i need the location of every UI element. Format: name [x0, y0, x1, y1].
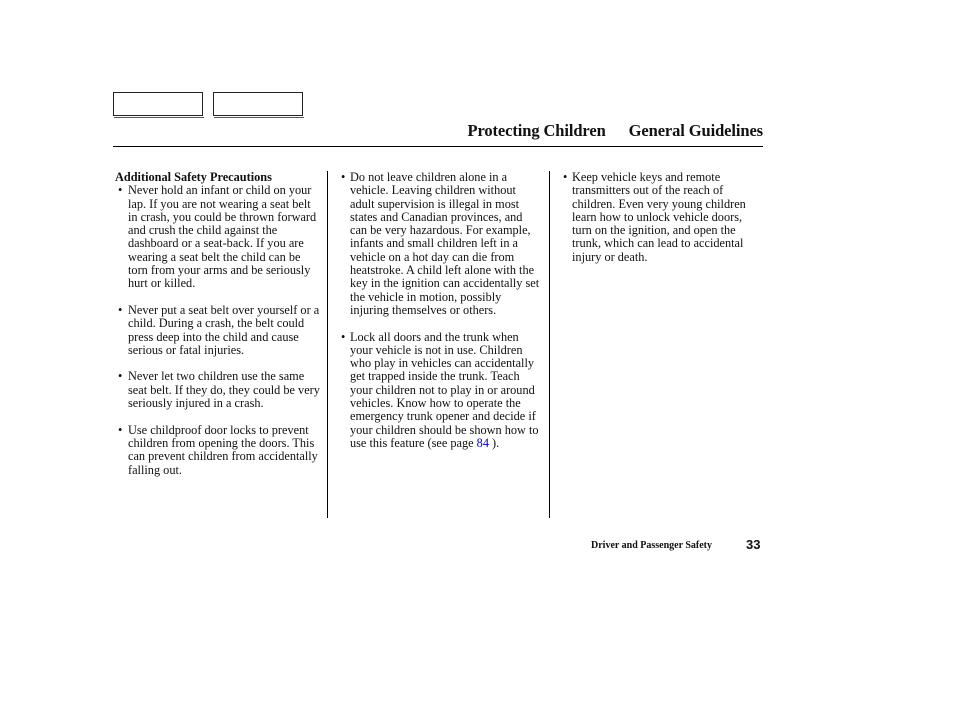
topic-title: General Guidelines: [628, 121, 763, 140]
bullet-list: [341, 171, 541, 450]
list-item: • Never put a seat belt over yourself or a child. During a crash, the belt could press deep into the child and cause serious or fatal injuries.: [115, 304, 321, 357]
column-divider: [549, 171, 550, 518]
bullet-list: [563, 171, 763, 264]
header-divider: [113, 146, 763, 147]
column-divider: [327, 171, 328, 518]
list-item: • Keep vehicle keys and remote transmitters out of the reach of children. Even very young children learn how to unlock vehicle doors, turn on the ignition, and open the trunk, which can lead to accidental injury or death.: [563, 171, 763, 264]
page-header: [467, 121, 763, 141]
page-number: 33: [746, 537, 761, 552]
column-left: [115, 171, 321, 490]
section-heading: Additional Safety Precautions: [115, 170, 272, 184]
nav-tab-previous[interactable]: [113, 92, 203, 116]
list-item: • Use childproof door locks to prevent children from opening the doors. This can prevent children from accidentally falling out.: [115, 424, 321, 477]
list-item: [341, 331, 541, 451]
page-reference-link[interactable]: 84: [476, 435, 489, 450]
list-item-text: Lock all doors and the trunk when your vehicle is not in use. Children who play in vehicles can accidentally get trapped inside the trunk. Teach your children not to play in or around vehicles. Know how to operate the emergency trunk opener and decide if your children should be shown how to use this feature (see page: [350, 329, 539, 450]
list-item: • Never hold an infant or child on your lap. If you are not wearing a seat belt in crash, you could be thrown forward and crush the child against the dashboard or a seat-back. If you are wearing a seat belt the child can be torn from your arms and be seriously hurt or killed.: [115, 184, 321, 290]
footer-section-title: Driver and Passenger Safety: [591, 540, 713, 551]
list-item-suffix: ).: [492, 435, 500, 450]
list-item: • Never let two children use the same seat belt. If they do, they could be very seriously injured in a crash.: [115, 370, 321, 410]
bullet-list: [115, 184, 321, 477]
list-item: • Do not leave children alone in a vehicle. Leaving children without adult supervision is illegal in most states and Canadian provinces, and can be very hazardous. For example, infants and small children left in a vehicle on a hot day can die from heatstroke. A child left alone with the key in the ignition can accidentally set the vehicle in motion, possibly injuring themselves or others.: [341, 171, 541, 317]
column-middle: [341, 171, 541, 464]
section-title: Protecting Children: [467, 121, 606, 140]
column-right: [563, 171, 763, 277]
nav-tab-next[interactable]: [213, 92, 303, 116]
